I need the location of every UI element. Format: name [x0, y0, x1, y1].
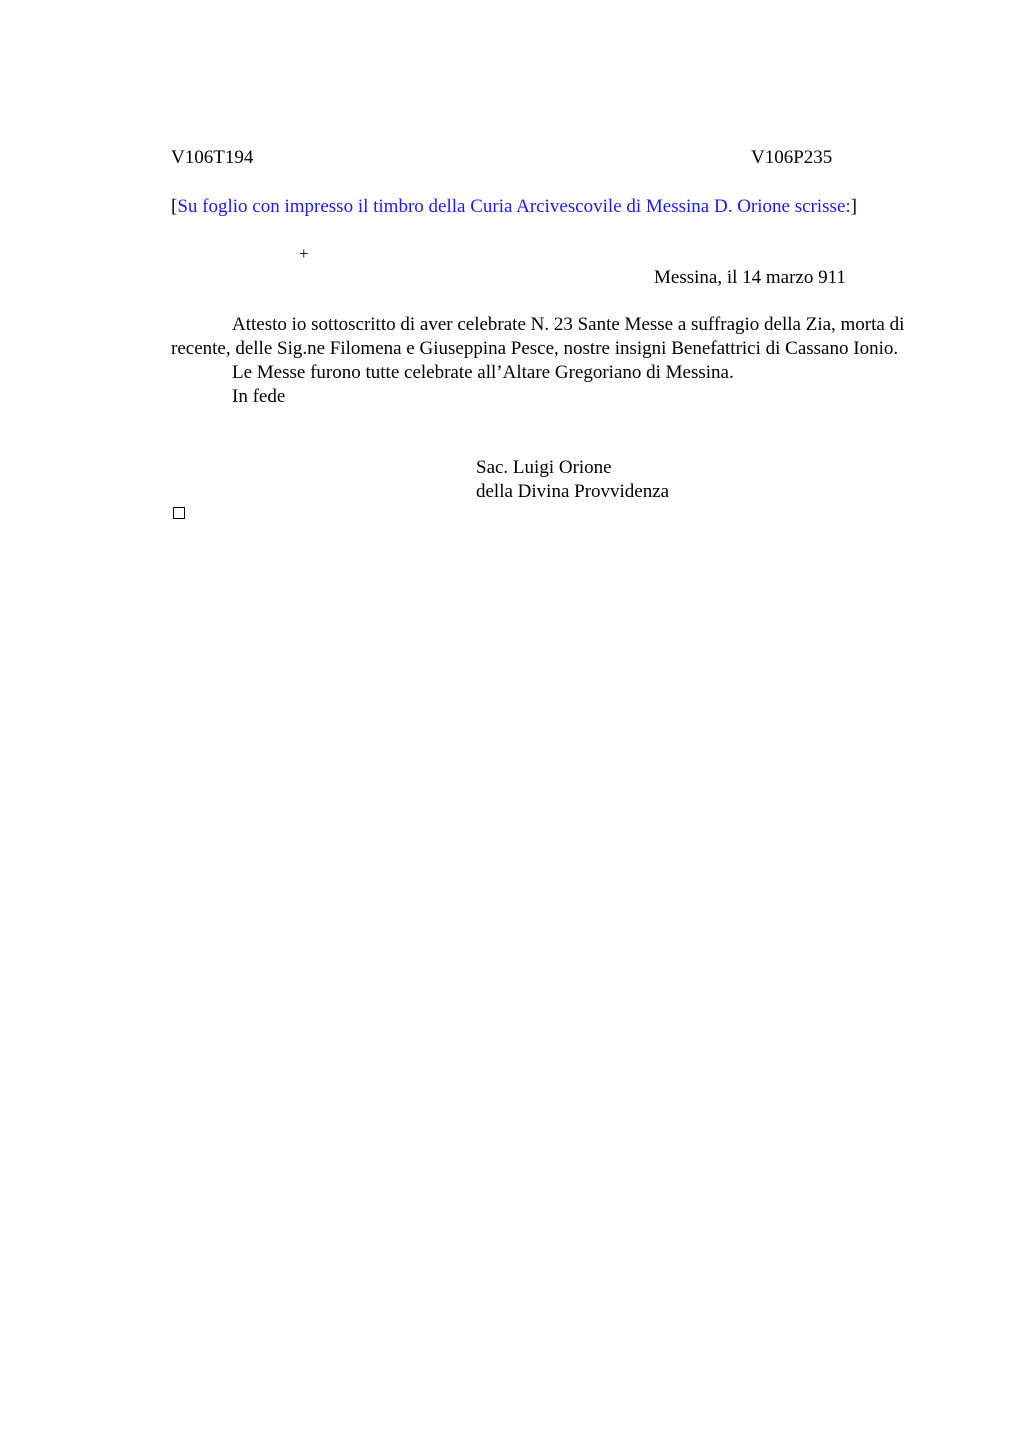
cross-symbol: + [299, 244, 309, 263]
signature-title: della Divina Provvidenza [476, 481, 670, 502]
note-open-bracket: [ [171, 196, 178, 217]
date-line: Messina, il 14 marzo 911 [654, 267, 846, 288]
paragraph-closing: In fede [232, 386, 286, 407]
paragraph-attestation: Attesto io sottoscritto di aver celebrate N. 23 Sante Messe a suffragio della Zia, morta di recente, delle Sig.ne Filomena e Giuseppina Pesce, nostre insigni Benefattrici di Cassano Ionio. [171, 314, 905, 359]
paragraph-altar: Le Messe furono tutte celebrate all’Altare Gregoriano di Messina. [232, 362, 734, 383]
end-box-icon [173, 507, 185, 519]
letter-body [171, 313, 931, 409]
note-close-bracket: ] [850, 196, 857, 217]
document-code-right: V106P235 [751, 147, 833, 168]
note-text: Su foglio con impresso il timbro della Curia Arcivescovile di Messina D. Orione scrisse: [177, 196, 851, 217]
editorial-note [171, 195, 857, 219]
document-code-left: V106T194 [171, 147, 254, 168]
signature-name: Sac. Luigi Orione [476, 457, 612, 478]
